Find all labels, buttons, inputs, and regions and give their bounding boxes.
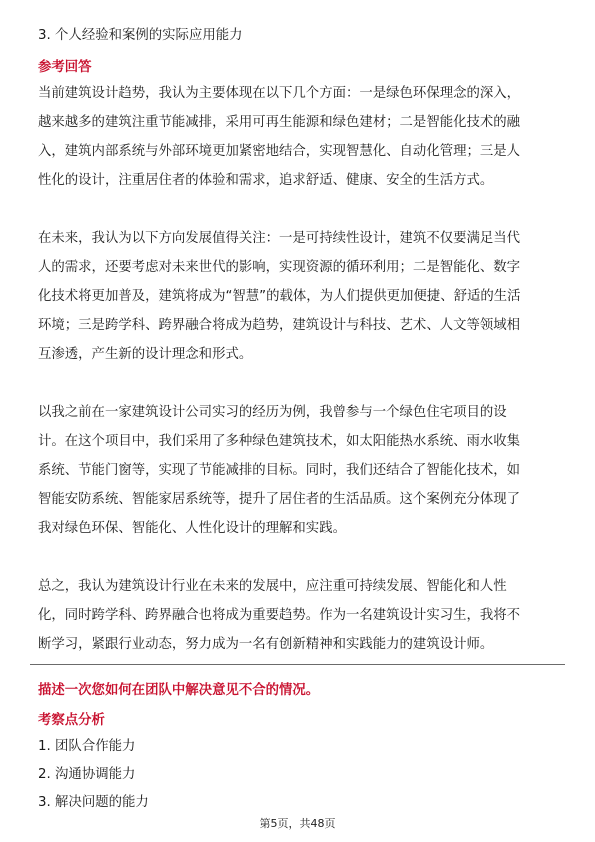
paragraph-line: 环境；三是跨学科、跨界融合将成为趋势，建筑设计与科技、艺术、人文等领域相: [38, 318, 521, 333]
paragraph-line: 互渗透，产生新的设计理念和形式。: [38, 347, 253, 362]
paragraph-line: 在未来，我认为以下方向发展值得关注：一是可持续性设计，建筑不仅要满足当代: [38, 231, 521, 246]
paragraph-line: 化技术将更加普及，建筑将成为“智慧”的载体，为人们提供更加便捷、舒适的生活: [38, 289, 521, 304]
analysis-item: 2. 沟通协调能力: [38, 767, 136, 782]
paragraph-line: 智能安防系统、智能家居系统等，提升了居住者的生活品质。这个案例充分体现了: [38, 492, 521, 507]
analysis-heading: 考察点分析: [38, 713, 105, 728]
paragraph-line: 系统、节能门窗等，实现了节能减排的目标。同时，我们还结合了智能化技术，如: [38, 463, 521, 478]
paragraph-line: 计。在这个项目中，我们采用了多种绿色建筑技术，如太阳能热水系统、雨水收集: [38, 434, 521, 449]
paragraph-line: 当前建筑设计趋势，我认为主要体现在以下几个方面：一是绿色环保理念的深入，: [38, 86, 521, 101]
analysis-item: 3. 解决问题的能力: [38, 795, 149, 810]
paragraph-line: 越来越多的建筑注重节能减排，采用可再生能源和绿色建材；二是智能化技术的融: [38, 115, 521, 130]
paragraph-line: 我对绿色环保、智能化、人性化设计的理解和实践。: [38, 521, 346, 536]
paragraph-line: 总之，我认为建筑设计行业在未来的发展中，应注重可持续发展、智能化和人性: [38, 579, 507, 594]
page-number: 第5页，共48页: [259, 817, 336, 830]
answer-heading: 参考回答: [38, 60, 92, 75]
paragraph-line: 化，同时跨学科、跨界融合也将成为重要趋势。作为一名建筑设计实习生，我将不: [38, 608, 521, 623]
analysis-item: 1. 团队合作能力: [38, 739, 136, 754]
section-divider: [30, 664, 565, 665]
paragraph-line: 入，建筑内部系统与外部环境更加紧密地结合，实现智慧化、自动化管理；三是人: [38, 144, 521, 159]
paragraph-line: 性化的设计，注重居住者的体验和需求，追求舒适、健康、安全的生活方式。: [38, 173, 494, 188]
paragraph-line: 断学习，紧跟行业动态，努力成为一名有创新精神和实践能力的建筑设计师。: [38, 637, 494, 652]
question-heading: 描述一次您如何在团队中解决意见不合的情况。: [38, 683, 320, 698]
paragraph-line: 人的需求，还要考虑对未来世代的影响，实现资源的循环利用；二是智能化、数字: [38, 260, 521, 275]
section-title: 3. 个人经验和案例的实际应用能力: [38, 28, 243, 43]
paragraph-line: 以我之前在一家建筑设计公司实习的经历为例，我曾参与一个绿色住宅项目的设: [38, 405, 507, 420]
